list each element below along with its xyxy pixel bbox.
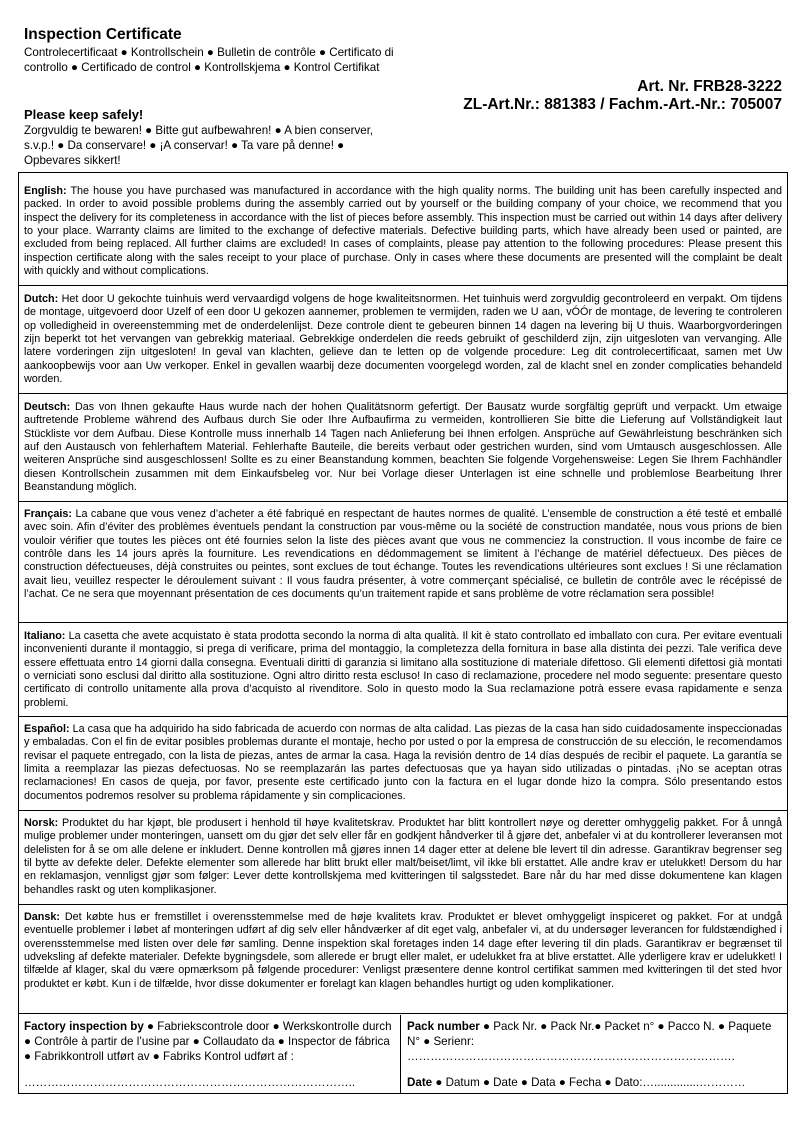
date-row (407, 1075, 783, 1090)
keep-safely-title: Please keep safely! (24, 107, 144, 122)
section-text: Het door U gekochte tuinhuis werd vervaardigd volgens de hoge kwaliteitsnormen. Het tuinhuis werd zorgvuldig gecontroleerd en verpakt. Om tijdens de montage, uitgevoerd door Uzelf of een door U gekozen aannemer, problemen te vermijden, raden we U aan, vÓÓr de montage, de levering te controleren op volledigheid in overeenstemming met de onderdelenlijst. Deze controle dient te gebeuren binnen 14 dagen na levering bij U thuis. Waarborgvorderingen zijn beperkt tot het vervangen van gebrekkig materiaal. Gebrekkige onderdelen die reeds gebruikt of geschilderd zijn, zijn uitgesloten van vervanging. Alle latere vorderingen zijn uitgesloten! In geval van klachten, gelieve dan te letten op de volgende procedure: Leg dit controlecertificaat, samen met Uw aankoopbewijs voor aan Uw verkoper. Enkel in gevallen waarbij deze documenten voorgelegd worden, zal de klacht snel en zonder complicaties behandeld worden. (24, 293, 782, 386)
section-text: La casa que ha adquirido ha sido fabricada de acuerdo con normas de alta calidad. Las piezas de la casa han sido cuidadosamente inspeccionadas y embaladas. Con el fin de evitar posibles problemas durante el montaje, hecho por usted o por la empresa de construcción de su elección, le recomendamos revisar el paquete entregado, con la lista de piezas, antes de armar la casa. Haga la revisión dentro de 14 días después de recibir el paquete. La garantía se limita a reemplazar las piezas defectuosas. No se reemplazarán las partes defectuosas que ya hayan sido utilizadas o pintadas. ¡No se aceptan otras reclamaciones! En casos de queja, por favor, presente este certificado junto con la factura en el lugar donde hizo la compra. Sólo presentando estos documentos podremos resolver su problema rápidamente y sin complicaciones. (24, 723, 783, 802)
section-divider (18, 810, 788, 811)
section-text: Det købte hus er fremstillet i overensstemmelse med de høje kvalitets krav. Produktet er blevet omhyggeligt inspiceret og pakket. For at undgå eventuelle problemer i løbet af monteringen udført af dig selv eller håndværker af dit eget valg, anbefaler vi, at du undersøger leverancen for fuldstændighed i overensstemmelse med listen over dele før samling. Denne inspektion skal foretages inden 14 dage efter levering til din plads. Garantikrav er begrænset til udveksling af defekte materialer. Defekte bygningsdele, som allerede er brugt eller malet, er udelukket fra at blive erstattet. Alle yderligere krav er udelukket! I tilfælde af klager, skal du være opmærksom på følgende procedurer: Venligst præsentere denne kontrol certifikat sammen med kvitteringen til det sted hvor produktet er købt. Kun i de tilfælde, hvor disse dokumenter er forelagt kan klagen behandles hurtigt og uden komplikationer. (24, 911, 783, 990)
section-espanol (18, 723, 788, 803)
section-text: La cabane que vous venez d’acheter a été fabriqué en respectant de hautes normes de qualité. L’ensemble de construction a été testé et emballé avec soin. Afin d’éviter des problèmes éventuels pendant la construction par vous-même ou la société de construction mandatée, nous vous prions de bien vouloir vérifier que toutes les pièces ont été fournies selon la liste des pièces avant que vous ne commenciez la construction. Il vous incombe de faire ce contrôle dans les 14 jours après la fourniture. Les revendications en dédommagement se limitent à l’échange de matériel défectueux. Des pièces de construction défectueuses, déjà construites ou peintes, sont exclues de tout échange. Toutes les revendications ultérieures sont exclues ! Si une réclamation avait lieu, veuillez respecter le déroulement suivant : Il vous faudra présenter, à votre commerçant spécialisé, ce bulletin de contrôle avec le récépissé de l’achat. Ce ne sera que moyennant présentation de ces documents qu’un traitement rapide et sans problème de votre réclamation sera possible! (24, 508, 783, 601)
section-english (18, 185, 788, 278)
pack-date-box (400, 1015, 788, 1094)
section-label: Español: (24, 723, 70, 735)
keep-safely-translations: Zorgvuldig te bewaren! ● Bitte gut aufbewahren! ● A bien conserver, s.v.p.! ● Da conservare! ● ¡A conservar! ● Ta vare på denne! ● Opbevares sikkert! (24, 124, 374, 167)
date-field[interactable]: ● Datum ● Date ● Data ● Fecha ● Dato:…..............………… (432, 1076, 746, 1089)
section-label: Deutsch: (24, 401, 71, 413)
zl-article-number: ZL-Art.Nr.: 881383 / Fachm.-Art.-Nr.: 705007 (463, 96, 782, 113)
section-italiano (18, 630, 788, 710)
section-label: Norsk: (24, 817, 59, 829)
section-dansk (18, 911, 788, 991)
article-numbers (463, 78, 782, 114)
section-divider (18, 622, 788, 623)
section-divider (18, 285, 788, 286)
factory-inspector-field[interactable]: ………………………………………………………………………….. (24, 1076, 356, 1089)
section-label: Italiano: (24, 630, 66, 642)
section-label: Français: (24, 508, 73, 520)
section-divider (18, 393, 788, 394)
factory-inspection-box (18, 1015, 400, 1094)
section-label: Dutch: (24, 293, 59, 305)
section-text: The house you have purchased was manufactured in accordance with the high quality norms. The building unit has been carefully inspected and packed. In order to avoid possible problems during the assembly carried out by yourself or the building company of your choice, we recommend that you inspect the delivery for its completeness in accordance with the list of pieces before assembly. This inspection must be carried out within 14 days after delivery to your place. Warranty claims are limited to the exchange of defective materials. Defective building parts, which have already been used or painted, are excluded from being replaced. All further claims are excluded! In cases of complaints, please pay attention to the following procedures: Please present this inspection certificate along with the sales receipt to your place of purchase. Only in cases where these documents are presented will the complaint be dealt with quickly and without complications. (24, 185, 782, 278)
section-deutsch (18, 401, 788, 494)
section-text: Das von Ihnen gekaufte Haus wurde nach der hohen Qualitätsnorm gefertigt. Der Bausatz wurde sorgfältig geprüft und verpackt. Um etwaige auftretende Probleme während des Aufbaus durch Sie oder Ihre Aufbaufirma zu vermeiden, kontrollieren Sie bitte die Lieferung auf Vollständigkeit laut Stückliste vor dem Aufbau. Diese Kontrolle muss innerhalb 14 Tagen nach Anlieferung bei Ihnen erfolgen. Ansprüche auf Gewährleistung beschränken sich auf den Austausch von fehlerhaftem Material. Fehlerhafte Bauteile, die bereits verbaut oder gestrichen wurden, sind vom Umtausch ausgeschlossen. Alle weiteren Ansprüche sind ausgeschlossen! Sollte es zu einer Beanstandung kommen, beachten Sie folgende Vorgehensweise: Legen Sie Ihrem Fachhändler diesen Kontrollschein zusammen mit dem Einkaufsbeleg vor. Nur bei Vorlage dieser Unterlagen ist eine schnelle und problemlose Bearbeitung Ihrer Beanstandung möglich. (24, 401, 783, 494)
section-text: Produktet du har kjøpt, ble produsert i henhold til høye kvalitetskrav. Produktet har blitt kontrollert nøye og deretter omhyggelig pakket. For å unngå mulige problemer under monteringen, uansett om du gjør det selv eller får en godkjent håndverker til å gjøre det, anbefaler vi at du kontrollerer leveransen mot delelisten for å se om alle delene er inkludert. Denne kontrollen må gjøres innen 14 dager etter at delene ble levert til din adresse. Garantikrav begrenser seg til bytte av defekte deler. Defekte elementer som allerede har blitt brukt eller malt/beiset/limt, vil ikke bli erstattet. Alle andre krav er utelukket! Dersom du har en reklamasjon, vennligst gjør som følger: Lever dette kontrollskjema med kvitteringen til salgsstedet. Bare når du har med disse dokumentene kan klagen behandles raskt og uten komplikasjoner. (24, 817, 783, 896)
date-label: Date (407, 1076, 433, 1089)
section-divider (18, 501, 788, 502)
section-divider (18, 1013, 788, 1014)
section-francais (18, 508, 788, 601)
pack-number-label: Pack number (407, 1020, 480, 1033)
pack-number-field[interactable]: …………………………………………………………………………. (407, 1050, 735, 1063)
pack-number-translations: ● Pack Nr. ● Pack Nr.● Packet n° ● Pacco N. ● Paquete N° ● Serienr: (407, 1020, 772, 1048)
document-title: Inspection Certificate (24, 26, 182, 43)
section-divider (18, 904, 788, 905)
section-divider (18, 716, 788, 717)
section-norsk (18, 817, 788, 897)
section-text: La casetta che avete acquistato è stata prodotta secondo la norma di alta qualità. Il kit è stato controllato ed imballato con cura. Per evitare eventuali inconvenienti durante il montaggio, si prega di verificare, prima del montaggio, la completezza della fornitura in base alla distinta dei pezzi. Tale verifica deve essere effettuata entro 14 giorni dalla consegna. Eventuali diritti di garanzia si limitano alla sostituzione di materiale difettoso. Gli elementi difettosi già montati o verniciati sono esclusi dal diritto alla sostituzione. Ogni altro diritto resta escluso! In caso di reclamazione, procedere nel modo seguente: presentare questo certificato di controllo unitamente alla prova d’acquisto al rivenditore. Solo in questo modo la Sua reclamazione potrà essere evasa rapidamente e senza problemi. (24, 630, 782, 709)
section-dutch (18, 293, 788, 386)
factory-inspection-label: Factory inspection by (24, 1020, 144, 1033)
factory-inspection-translations: ● Fabriekscontrole door ● Werkskontrolle durch ● Contrôle à partir de l’usine par ● Collaudato da ● Inspector de fábrica ● Fabrikkontroll utført av ● Fabriks Kontrol udført af : (24, 1020, 392, 1063)
title-translations: Controlecertificaat ● Kontrollschein ● Bulletin de contrôle ● Certificato di controllo ● Certificado de control ● Kontrollskjema ● Kontrol Certifikat (24, 46, 394, 74)
section-label: Dansk: (24, 911, 61, 923)
article-number: Art. Nr. FRB28-3222 (637, 78, 782, 95)
section-label: English: (24, 185, 67, 197)
